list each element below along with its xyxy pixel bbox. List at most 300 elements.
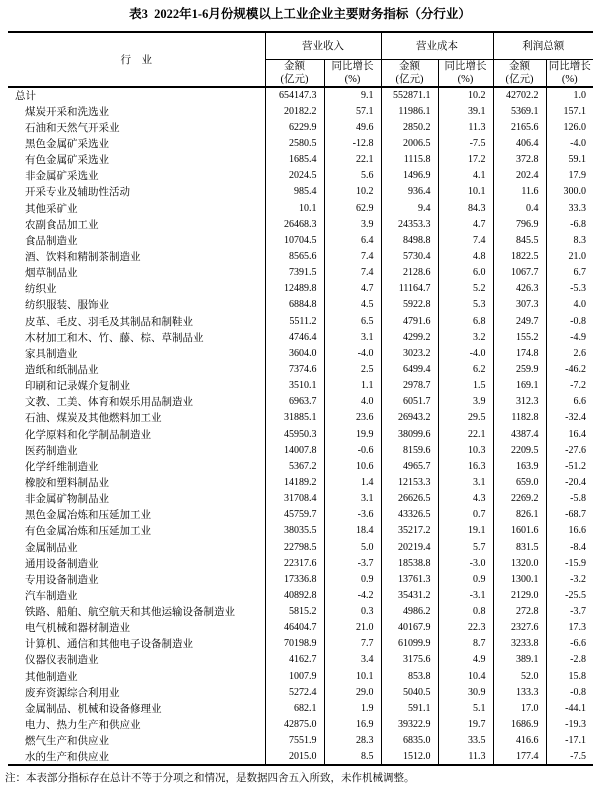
table-row xyxy=(8,313,593,329)
industry-cell: 医药制造业 xyxy=(25,445,78,457)
industry-cell: 金属制品业 xyxy=(25,542,78,554)
value-cell: -3.0 xyxy=(438,555,493,571)
value-cell: 177.4 xyxy=(493,749,546,765)
value-cell: 372.8 xyxy=(493,152,546,168)
value-cell: 11.3 xyxy=(438,119,493,135)
value-cell: 7.4 xyxy=(324,265,381,281)
value-cell: 202.4 xyxy=(493,168,546,184)
industry-cell: 废弃资源综合利用业 xyxy=(25,687,120,699)
table-row xyxy=(8,668,593,684)
value-cell: 157.1 xyxy=(546,103,593,119)
industry-cell: 化学原料和化学制品制造业 xyxy=(25,429,151,441)
value-cell: 5815.2 xyxy=(265,604,324,620)
value-cell: 6963.7 xyxy=(265,394,324,410)
value-cell: 155.2 xyxy=(493,329,546,345)
value-cell: 33.5 xyxy=(438,733,493,749)
value-cell: 2024.5 xyxy=(265,168,324,184)
table-row xyxy=(8,232,593,248)
value-cell: 552871.1 xyxy=(381,87,438,103)
table-row xyxy=(8,571,593,587)
value-cell: 8498.8 xyxy=(381,232,438,248)
value-cell: 38099.6 xyxy=(381,426,438,442)
value-cell: 10.1 xyxy=(265,200,324,216)
value-cell: 936.4 xyxy=(381,184,438,200)
industry-cell: 有色金属矿采选业 xyxy=(25,155,109,167)
value-cell: 52.0 xyxy=(493,668,546,684)
value-cell: 19.1 xyxy=(438,523,493,539)
table-row xyxy=(8,248,593,264)
value-cell: 1822.5 xyxy=(493,248,546,264)
industry-cell: 木材加工和木、竹、藤、棕、草制品业 xyxy=(25,332,204,344)
value-cell: 24353.3 xyxy=(381,216,438,232)
table-row xyxy=(8,539,593,555)
value-cell: 10.3 xyxy=(438,442,493,458)
industry-cell: 黑色金属矿采选业 xyxy=(25,138,109,150)
table-row xyxy=(8,426,593,442)
value-cell: 11.3 xyxy=(438,749,493,765)
table-row xyxy=(8,152,593,168)
value-cell: 31708.4 xyxy=(265,491,324,507)
value-cell: -12.8 xyxy=(324,135,381,151)
industry-cell: 水的生产和供应业 xyxy=(25,751,109,763)
value-cell: 1601.6 xyxy=(493,523,546,539)
value-cell: 2269.2 xyxy=(493,491,546,507)
value-cell: -4.2 xyxy=(324,587,381,603)
value-cell: 70198.9 xyxy=(265,636,324,652)
value-cell: 6229.9 xyxy=(265,119,324,135)
value-cell: 5.3 xyxy=(438,297,493,313)
value-cell: 84.3 xyxy=(438,200,493,216)
value-cell: -3.2 xyxy=(546,571,593,587)
value-cell: 2128.6 xyxy=(381,265,438,281)
table-row xyxy=(8,442,593,458)
value-cell: 2580.5 xyxy=(265,135,324,151)
value-cell: -51.2 xyxy=(546,458,593,474)
sub-header-unit: (%) xyxy=(457,73,474,85)
table-row xyxy=(8,378,593,394)
value-cell: 2129.0 xyxy=(493,587,546,603)
value-cell: 5272.4 xyxy=(265,684,324,700)
sub-header-unit: (%) xyxy=(344,73,361,85)
table-row xyxy=(8,507,593,523)
value-cell: 2850.2 xyxy=(381,119,438,135)
industry-cell: 专用设备制造业 xyxy=(25,574,99,586)
value-cell: -3.6 xyxy=(324,507,381,523)
value-cell: 3.9 xyxy=(324,216,381,232)
column-header-revenue-growth xyxy=(324,59,381,87)
sub-header-label: 金额 xyxy=(284,60,305,72)
value-cell: -68.7 xyxy=(546,507,593,523)
column-group-operating-revenue: 营业收入 xyxy=(265,32,381,59)
value-cell: 15.8 xyxy=(546,668,593,684)
industry-cell: 有色金属冶炼和压延加工业 xyxy=(25,526,151,538)
value-cell: 6051.7 xyxy=(381,394,438,410)
industry-cell: 纺织业 xyxy=(25,284,57,296)
value-cell: 1300.1 xyxy=(493,571,546,587)
value-cell: 22.3 xyxy=(438,620,493,636)
value-cell: 5.7 xyxy=(438,539,493,555)
table-row xyxy=(8,394,593,410)
industry-cell: 酒、饮料和精制茶制造业 xyxy=(25,251,141,263)
value-cell: 1686.9 xyxy=(493,716,546,732)
value-cell: 1.1 xyxy=(324,378,381,394)
value-cell: -4.9 xyxy=(546,329,593,345)
value-cell: 1.5 xyxy=(438,378,493,394)
value-cell: 406.4 xyxy=(493,135,546,151)
industry-cell: 食品制造业 xyxy=(25,235,78,247)
value-cell: 61099.9 xyxy=(381,636,438,652)
value-cell: 3.1 xyxy=(324,329,381,345)
column-group-operating-cost: 营业成本 xyxy=(381,32,493,59)
value-cell: 307.3 xyxy=(493,297,546,313)
value-cell: 659.0 xyxy=(493,474,546,490)
value-cell: 8.7 xyxy=(438,636,493,652)
value-cell: 2165.6 xyxy=(493,119,546,135)
value-cell: 3.2 xyxy=(438,329,493,345)
value-cell: 6.2 xyxy=(438,361,493,377)
value-cell: 6499.4 xyxy=(381,361,438,377)
value-cell: 0.3 xyxy=(324,604,381,620)
value-cell: 1007.9 xyxy=(265,668,324,684)
value-cell: 6.6 xyxy=(546,394,593,410)
industry-cell: 石油和天然气开采业 xyxy=(25,122,120,134)
value-cell: 3233.8 xyxy=(493,636,546,652)
value-cell: 29.0 xyxy=(324,684,381,700)
value-cell: -6.6 xyxy=(546,636,593,652)
value-cell: 831.5 xyxy=(493,539,546,555)
industry-cell: 仪器仪表制造业 xyxy=(25,655,99,667)
value-cell: 16.3 xyxy=(438,458,493,474)
value-cell: 1.0 xyxy=(546,87,593,103)
value-cell: 5369.1 xyxy=(493,103,546,119)
table-row xyxy=(8,103,593,119)
value-cell: 6835.0 xyxy=(381,733,438,749)
value-cell: 23.6 xyxy=(324,410,381,426)
industry-cell: 通用设备制造业 xyxy=(25,558,99,570)
industry-cell: 电力、热力生产和供应业 xyxy=(25,720,141,732)
value-cell: 4791.6 xyxy=(381,313,438,329)
value-cell: -7.2 xyxy=(546,378,593,394)
footnote: 注：本表部分指标存在总计不等于分项之和情况，是数据四舍五入所致，未作机械调整。 xyxy=(5,772,415,784)
value-cell: 16.9 xyxy=(324,716,381,732)
value-cell: 6.5 xyxy=(324,313,381,329)
value-cell: 1.4 xyxy=(324,474,381,490)
value-cell: 10.1 xyxy=(438,184,493,200)
value-cell: 169.1 xyxy=(493,378,546,394)
value-cell: 796.9 xyxy=(493,216,546,232)
table-row xyxy=(8,604,593,620)
value-cell: -3.7 xyxy=(546,604,593,620)
value-cell: -5.3 xyxy=(546,281,593,297)
value-cell: 10.2 xyxy=(438,87,493,103)
sub-header-label: 金额 xyxy=(399,60,420,72)
value-cell: -19.3 xyxy=(546,716,593,732)
value-cell: 62.9 xyxy=(324,200,381,216)
value-cell: 5730.4 xyxy=(381,248,438,264)
page-title: 表3 2022年1-6月份规模以上工业企业主要财务指标（分行业） xyxy=(129,7,471,21)
value-cell: 22798.5 xyxy=(265,539,324,555)
value-cell: 272.8 xyxy=(493,604,546,620)
value-cell: 10704.5 xyxy=(265,232,324,248)
value-cell: 7374.6 xyxy=(265,361,324,377)
value-cell: 4.5 xyxy=(324,297,381,313)
value-cell: 17336.8 xyxy=(265,571,324,587)
table-row xyxy=(8,168,593,184)
industry-cell: 金属制品、机械和设备修理业 xyxy=(25,703,162,715)
value-cell: 3.1 xyxy=(438,474,493,490)
value-cell: 2209.5 xyxy=(493,442,546,458)
value-cell: 4.7 xyxy=(324,281,381,297)
value-cell: 4.1 xyxy=(438,168,493,184)
value-cell: -4.0 xyxy=(546,135,593,151)
value-cell: 4299.2 xyxy=(381,329,438,345)
value-cell: 2015.0 xyxy=(265,749,324,765)
value-cell: 9.1 xyxy=(324,87,381,103)
value-cell: 35217.2 xyxy=(381,523,438,539)
value-cell: 12489.8 xyxy=(265,281,324,297)
value-cell: 4387.4 xyxy=(493,426,546,442)
value-cell: 1320.0 xyxy=(493,555,546,571)
value-cell: 126.0 xyxy=(546,119,593,135)
table-row xyxy=(8,281,593,297)
value-cell: 20219.4 xyxy=(381,539,438,555)
value-cell: 5.2 xyxy=(438,281,493,297)
value-cell: -3.1 xyxy=(438,587,493,603)
value-cell: -46.2 xyxy=(546,361,593,377)
value-cell: -15.9 xyxy=(546,555,593,571)
value-cell: 6.8 xyxy=(438,313,493,329)
value-cell: 4.0 xyxy=(324,394,381,410)
value-cell: 5.1 xyxy=(438,700,493,716)
table-row xyxy=(8,474,593,490)
value-cell: 5040.5 xyxy=(381,684,438,700)
table-row xyxy=(8,636,593,652)
industry-cell: 燃气生产和供应业 xyxy=(25,736,109,748)
value-cell: 0.9 xyxy=(438,571,493,587)
value-cell: 5.0 xyxy=(324,539,381,555)
industry-cell: 化学纤维制造业 xyxy=(25,461,99,473)
table-row xyxy=(8,700,593,716)
value-cell: 0.4 xyxy=(493,200,546,216)
value-cell: 17.2 xyxy=(438,152,493,168)
value-cell: 3.4 xyxy=(324,652,381,668)
value-cell: 1067.7 xyxy=(493,265,546,281)
value-cell: 2006.5 xyxy=(381,135,438,151)
value-cell: 1.9 xyxy=(324,700,381,716)
value-cell: 14007.8 xyxy=(265,442,324,458)
industry-cell: 文教、工美、体育和娱乐用品制造业 xyxy=(25,397,193,409)
value-cell: 22317.6 xyxy=(265,555,324,571)
value-cell: 0.8 xyxy=(438,604,493,620)
value-cell: 22.1 xyxy=(438,426,493,442)
value-cell: 17.9 xyxy=(546,168,593,184)
value-cell: 2.5 xyxy=(324,361,381,377)
industry-cell: 铁路、船舶、航空航天和其他运输设备制造业 xyxy=(25,607,235,619)
value-cell: 7551.9 xyxy=(265,733,324,749)
value-cell: 21.0 xyxy=(546,248,593,264)
value-cell: 14189.2 xyxy=(265,474,324,490)
value-cell: 1182.8 xyxy=(493,410,546,426)
column-header-cost-growth xyxy=(438,59,493,87)
value-cell: 312.3 xyxy=(493,394,546,410)
value-cell: 13761.3 xyxy=(381,571,438,587)
table-header xyxy=(8,32,593,87)
value-cell: 8159.6 xyxy=(381,442,438,458)
industry-cell: 橡胶和塑料制品业 xyxy=(25,477,109,489)
table-row xyxy=(8,87,593,103)
column-header-revenue-amount xyxy=(265,59,324,87)
value-cell: 57.1 xyxy=(324,103,381,119)
value-cell: 4.3 xyxy=(438,491,493,507)
value-cell: 845.5 xyxy=(493,232,546,248)
value-cell: 7.4 xyxy=(438,232,493,248)
value-cell: 26943.2 xyxy=(381,410,438,426)
value-cell: 0.9 xyxy=(324,571,381,587)
table-row xyxy=(8,184,593,200)
value-cell: 18.4 xyxy=(324,523,381,539)
value-cell: -2.8 xyxy=(546,652,593,668)
value-cell: -4.0 xyxy=(324,345,381,361)
value-cell: 39.1 xyxy=(438,103,493,119)
value-cell: 8.3 xyxy=(546,232,593,248)
value-cell: 163.9 xyxy=(493,458,546,474)
value-cell: 389.1 xyxy=(493,652,546,668)
value-cell: 11164.7 xyxy=(381,281,438,297)
value-cell: 826.1 xyxy=(493,507,546,523)
industry-cell: 非金属矿物制品业 xyxy=(25,494,109,506)
value-cell: 133.3 xyxy=(493,684,546,700)
value-cell: 4.0 xyxy=(546,297,593,313)
value-cell: -7.5 xyxy=(438,135,493,151)
column-group-total-profit: 利润总额 xyxy=(493,32,593,59)
table-row xyxy=(8,620,593,636)
value-cell: 10.6 xyxy=(324,458,381,474)
value-cell: 19.9 xyxy=(324,426,381,442)
value-cell: 5511.2 xyxy=(265,313,324,329)
value-cell: 46404.7 xyxy=(265,620,324,636)
table-row xyxy=(8,297,593,313)
industry-cell: 开采专业及辅助性活动 xyxy=(25,187,130,199)
value-cell: -6.8 xyxy=(546,216,593,232)
table-row xyxy=(8,587,593,603)
industry-cell: 皮革、毛皮、羽毛及其制品和制鞋业 xyxy=(25,316,193,328)
value-cell: -4.0 xyxy=(438,345,493,361)
value-cell: 40167.9 xyxy=(381,620,438,636)
value-cell: 26626.5 xyxy=(381,491,438,507)
sub-header-unit: (亿元) xyxy=(395,73,424,85)
value-cell: 8565.6 xyxy=(265,248,324,264)
value-cell: 10.2 xyxy=(324,184,381,200)
value-cell: 5.6 xyxy=(324,168,381,184)
value-cell: 26468.3 xyxy=(265,216,324,232)
value-cell: 4.8 xyxy=(438,248,493,264)
value-cell: -25.5 xyxy=(546,587,593,603)
value-cell: 17.3 xyxy=(546,620,593,636)
value-cell: 10.4 xyxy=(438,668,493,684)
value-cell: 174.8 xyxy=(493,345,546,361)
column-header-industry: 行 业 xyxy=(8,32,265,87)
value-cell: 2.6 xyxy=(546,345,593,361)
value-cell: 19.7 xyxy=(438,716,493,732)
table-row xyxy=(8,216,593,232)
value-cell: 654147.3 xyxy=(265,87,324,103)
value-cell: 426.3 xyxy=(493,281,546,297)
value-cell: 21.0 xyxy=(324,620,381,636)
value-cell: 1115.8 xyxy=(381,152,438,168)
value-cell: -5.8 xyxy=(546,491,593,507)
value-cell: 6884.8 xyxy=(265,297,324,313)
sub-header-label: 同比增长 xyxy=(548,60,591,72)
value-cell: -0.8 xyxy=(546,313,593,329)
table-row xyxy=(8,716,593,732)
value-cell: 16.6 xyxy=(546,523,593,539)
value-cell: 7.7 xyxy=(324,636,381,652)
industry-cell: 非金属矿采选业 xyxy=(25,171,99,183)
sub-header-label: 同比增长 xyxy=(331,60,374,72)
value-cell: 4986.2 xyxy=(381,604,438,620)
industry-cell: 汽车制造业 xyxy=(25,590,78,602)
value-cell: 3510.1 xyxy=(265,378,324,394)
industry-cell: 纺织服装、服饰业 xyxy=(25,300,109,312)
value-cell: 12153.3 xyxy=(381,474,438,490)
value-cell: 35431.2 xyxy=(381,587,438,603)
value-cell: 1496.9 xyxy=(381,168,438,184)
value-cell: 249.7 xyxy=(493,313,546,329)
value-cell: 300.0 xyxy=(546,184,593,200)
value-cell: 59.1 xyxy=(546,152,593,168)
value-cell: 1512.0 xyxy=(381,749,438,765)
value-cell: 3604.0 xyxy=(265,345,324,361)
value-cell: 4.7 xyxy=(438,216,493,232)
value-cell: -0.8 xyxy=(546,684,593,700)
value-cell: 7.4 xyxy=(324,248,381,264)
column-header-profit-growth xyxy=(546,59,593,87)
value-cell: 682.1 xyxy=(265,700,324,716)
financial-indicators-table xyxy=(8,31,593,766)
value-cell: 42875.0 xyxy=(265,716,324,732)
value-cell: 38035.5 xyxy=(265,523,324,539)
value-cell: -32.4 xyxy=(546,410,593,426)
value-cell: 45759.7 xyxy=(265,507,324,523)
value-cell: 6.0 xyxy=(438,265,493,281)
value-cell: 17.0 xyxy=(493,700,546,716)
value-cell: -20.4 xyxy=(546,474,593,490)
value-cell: 2327.6 xyxy=(493,620,546,636)
value-cell: 6.7 xyxy=(546,265,593,281)
value-cell: 8.5 xyxy=(324,749,381,765)
value-cell: 5367.2 xyxy=(265,458,324,474)
table-row xyxy=(8,491,593,507)
sub-header-unit: (亿元) xyxy=(280,73,309,85)
value-cell: 4.9 xyxy=(438,652,493,668)
table-row xyxy=(8,265,593,281)
table-row xyxy=(8,119,593,135)
industry-cell: 农副食品加工业 xyxy=(25,219,99,231)
industry-cell: 总计 xyxy=(15,91,36,103)
value-cell: 28.3 xyxy=(324,733,381,749)
table-row xyxy=(8,684,593,700)
value-cell: 33.3 xyxy=(546,200,593,216)
table-row xyxy=(8,135,593,151)
value-cell: 42702.2 xyxy=(493,87,546,103)
value-cell: 7391.5 xyxy=(265,265,324,281)
value-cell: -3.7 xyxy=(324,555,381,571)
value-cell: -0.6 xyxy=(324,442,381,458)
table-body xyxy=(8,87,593,765)
value-cell: 10.1 xyxy=(324,668,381,684)
table-row xyxy=(8,652,593,668)
industry-cell: 黑色金属冶炼和压延加工业 xyxy=(25,510,151,522)
